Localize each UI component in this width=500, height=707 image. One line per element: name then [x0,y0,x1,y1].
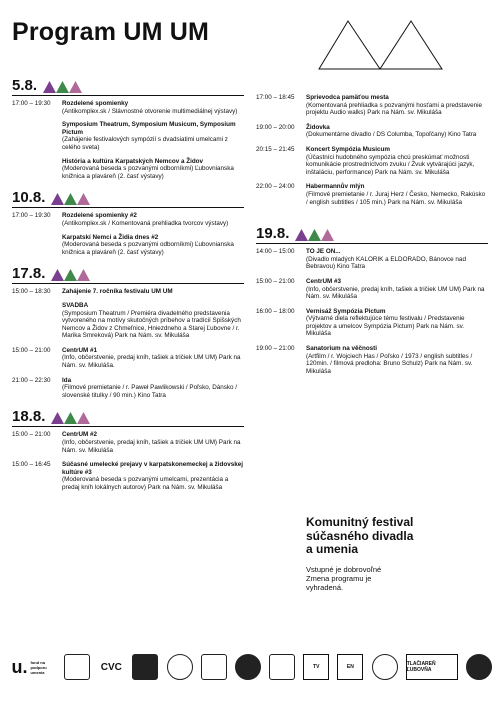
event-item [62,121,244,151]
day-triangles-icon [295,229,335,241]
event-time: 19:00 – 20:00 [256,123,295,131]
heading-line: a umenia [306,542,359,556]
event-time: 15:00 – 18:30 [12,288,51,296]
event-title: Rozdelené spomienky #2 [62,212,137,220]
puppet-logo [167,654,193,680]
event-time: 22:00 – 24:00 [256,183,295,191]
event-title: Rozdelené spomienky [62,100,129,107]
event-body [62,100,244,180]
day-label: 19.8. [256,225,290,243]
note-line: Vstupné je dobrovoľné [306,564,382,574]
event-item [62,234,244,257]
event-time: 15:00 – 21:00 [12,346,51,354]
event-item [306,124,488,139]
event-desc: (Filmové premietanie / r. Paweł Pawlikowski / Poľsko, Dánsko / slovenské titulky / 90 min.) Kino Tatra [62,384,238,399]
event-item [62,100,244,115]
day-triangles-icon [51,193,91,205]
sponsor-logos [10,652,492,682]
event-title: Židovka [306,123,330,131]
festival-triangles-logo [318,20,444,70]
event-time: 17:00 – 18:45 [256,94,295,101]
note-line: vyhradená. [306,582,344,592]
event-item [62,431,244,454]
event-desc: (Artfilm / r. Wojciech Has / Poľsko / 1973 / english subtitles / 120min. / filmová predloha: Bruno Schulz) Park na Nám. sv. Mikuláša [306,352,473,375]
page-title: Program UM UM [12,18,210,46]
day-header [12,78,244,96]
cvc-logo: CVC [100,661,122,673]
day-label: 5.8. [12,77,38,94]
event-time: 15:00 – 16:45 [12,461,51,469]
event-body [306,345,488,375]
day-triangles-icon [51,269,91,281]
event-item [306,248,488,271]
event-body [306,278,488,301]
event-desc: (Moderovaná beseda s pozvanými odborníkmi) Ľubovnianska knižnica a plaváreň (2. časť výstavy) [62,165,234,180]
event-body [62,347,244,370]
event-title: Súčasné umelecké prejavy v karpatskonemeckej a židovskej kultúre #3 [62,461,243,476]
event-item [62,377,244,400]
event-row [12,288,244,340]
column-spacer [256,78,488,94]
kulturna-logo [235,654,261,680]
event-row [256,345,488,375]
event-row [12,461,244,491]
event-time: 19:00 – 21:00 [256,345,295,353]
garden-logo [372,654,398,680]
event-body [306,248,488,271]
event-body [62,377,244,400]
tv-logo: TV [303,654,329,680]
crest-logo [64,654,90,680]
event-row [256,94,488,117]
event-row [256,308,488,338]
event-title: Sprievodca pamäťou mesta [306,94,389,101]
event-row [256,248,488,271]
event-title: SVADBA [62,301,89,309]
event-item [62,212,244,227]
event-body [62,212,244,256]
event-time: 17:00 – 19:30 [12,212,51,220]
event-item [62,461,244,491]
event-time: 14:00 – 15:00 [256,248,295,256]
event-title: História a kultúra Karpatských Nemcov a Židov [62,157,204,165]
day-label: 17.8. [12,265,46,283]
event-body [62,431,244,454]
event-title: Zahájenie 7. ročníka festivalu UM UM [62,288,173,296]
event-item [306,308,488,338]
event-time: 15:00 – 21:00 [256,277,295,285]
event-row [12,377,244,400]
note-line: Zmena programu je [306,573,372,583]
event-item [306,146,488,176]
event-row [256,124,488,139]
event-desc: (Info, občerstvenie, predaj kníh, tašiek a tričiek UM UM) Park na Nám. sv. Mikuláša [306,285,485,301]
round-logo [466,654,492,680]
event-desc: (Moderovaná beseda s pozvanými umelcami, prezentácia a predaj kníh lokálnych autorov) Park na Nám. sv. Mikuláša [62,476,229,491]
event-item [62,158,244,181]
square-logo [269,654,295,680]
event-title: TO JE ON... [306,248,341,256]
event-row [256,278,488,301]
left-column [12,78,244,499]
event-title: CentrUM #2 [62,431,97,439]
event-time: 20:15 – 21:45 [256,145,295,153]
event-item [306,94,488,117]
event-title: Karpatskí Nemci a Židia dnes #2 [62,233,159,241]
event-body [306,146,488,176]
event-desc: (Filmové premietanie / r. Juraj Herz / Česko, Nemecko, Rakúsko / english subtitles / 105 min.) Park na Nám. sv. Mikuláša [306,190,486,206]
day-header [12,266,244,284]
event-title: CentrUM #1 [62,346,97,354]
event-desc: (Výtvarné diela reflektujúce tému festivalu / Predstavenie projektov a umelcov Sympózia Pictum) Park na Nám. sv. Mikuláša [306,315,465,338]
event-item [306,345,488,375]
day-header [256,226,488,244]
event-title: Vernisáž Sympózia Pictum [306,307,386,315]
event-item [306,278,488,301]
event-title: Ida [62,376,72,384]
day-header [12,409,244,427]
event-row [12,100,244,180]
event-title: Sanatorium na věčnosti [306,345,378,353]
day-label: 18.8. [12,408,46,426]
tlaciaren-logo: TLAČIAREŇ ĽUBOVŇA [406,654,458,680]
event-row [256,183,488,206]
event-desc: (Divadlo mladých KALORIK a ELDORADO, Bánovce nad Bebravou) Kino Tatra [306,255,466,271]
right-column [256,78,488,382]
event-desc: (Info, občerstvenie, predaj kníh, tašiek a tričiek UM UM) Park na Nám. sv. Mikuláša [62,439,241,454]
heading-line: súčasného divadla [306,528,414,543]
event-desc: (Zahájenie festivalových sympózií s dvadsiatimi umelcami z celého sveta) [62,136,228,151]
event-body [62,461,244,491]
ien-logo: EN [337,654,363,680]
event-item [62,288,244,296]
event-row [256,146,488,176]
festival-note [306,565,496,592]
event-body [306,308,488,338]
event-body [306,124,488,139]
event-item [62,302,244,340]
event-desc: (Komentovaná prehliadka s pozvanými hosťami a predstavenie projektu Audio walks) Park na Nám. sv. Mikuláša [306,101,482,117]
event-item [306,183,488,206]
event-row [12,431,244,454]
event-time: 17:00 – 19:30 [12,100,51,107]
event-row [12,347,244,370]
event-row [12,212,244,256]
cultura-logo [201,654,227,680]
event-time: 21:00 – 22:30 [12,376,51,384]
heading-line: Komunitný festival [306,515,414,529]
day-triangles-icon [43,81,83,93]
event-title: Koncert Sympózia Musicum [306,145,390,153]
event-time: 16:00 – 18:00 [256,307,295,315]
u-fond-logo: u. fond na podporu umenia [11,656,47,677]
event-title: CentrUM #3 [306,277,341,285]
festival-heading [306,516,496,557]
event-desc: (Antikomplex.sk / Slávnostné otvorenie multimediálnej výstavy) [62,107,238,115]
event-desc: (Účastníci hudobného sympózia chcú preskúmať možnosti komunikácie prostredníctvom zvuku / Zvuk vytvárajúci jazyk, inštaláciu, performance) Park na Nám. sv. Mikuláša [306,153,475,176]
event-title: Symposium Theatrum, Symposium Musicum, Symposium Pictum [62,121,236,136]
event-body [306,183,488,206]
day-label: 10.8. [12,189,46,207]
day-header [12,190,244,208]
event-desc: (Dokumentárne divadlo / DS Columba, Topoľčany) Kino Tatra [306,131,477,139]
event-title: Habermannův mlýn [306,183,365,191]
event-desc: (Antikomplex.sk / Komentovaná prehliadka tvorcov výstavy) [62,219,229,227]
event-desc: (Symposium Theatrum / Premiéra divadelného predstavenia vytvoreného na motívy skutočných príbehov a tradícií Spišských Nemcov a Židov z Chmeľnice, Hniezdneho a Starej Ľubovne / r. Marika Smreková) Park na Nám. sv. Mikuláša [62,309,241,340]
event-item [62,347,244,370]
event-time: 15:00 – 21:00 [12,431,51,439]
event-body [62,288,244,340]
event-desc: (Moderovaná beseda s pozvanými odborníkmi) Ľubovnianska knižnica a plaváreň (2. časť výstavy) [62,241,234,256]
event-desc: (Info, občerstvenie, predaj kníh, tašiek a tričiek UM UM) Park na Nám. sv. Mikuláša. [62,354,241,370]
festival-info [306,516,496,592]
bird-logo [132,654,158,680]
event-body [306,94,488,117]
day-triangles-icon [51,412,91,424]
